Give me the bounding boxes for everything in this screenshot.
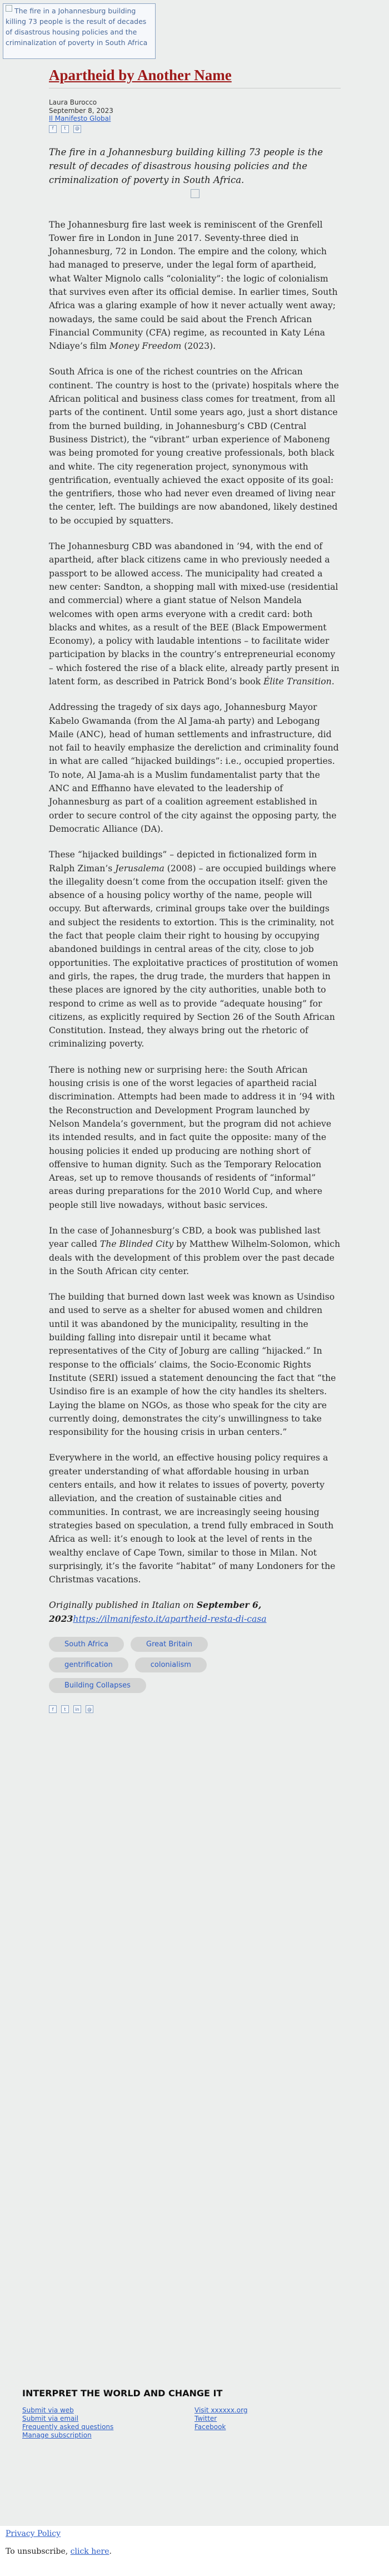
footer-right-links — [194, 2406, 367, 2440]
email-share-icon[interactable]: @ — [73, 125, 81, 133]
twitter-icon[interactable]: t — [61, 125, 69, 133]
broken-image-icon — [6, 5, 12, 12]
article-meta — [49, 98, 341, 133]
visit-site-link[interactable]: Visit xxxxxx.org — [194, 2406, 248, 2414]
hero-image-alt: The fire in a Johannesburg building killing 73 people is the result of decades of disastrous housing policies and the criminalization of poverty in South Africa — [6, 7, 148, 47]
paragraph-text: The Johannesburg fire last week is reminiscent of the Grenfell Tower fire in London in June 2017. Seventy-three died in Johannesburg, 72 in London. The empire and the colony, which had managed to preserve, under the legal form of apartheid, what Walter Mignolo calls “coloniality”: the logic of colonialism that survives even after its official demise. In earlier times, South Africa was a glaring example of how it never actually went away; nowadays, the same could be said about the French African Financial Community (CFA) regime, as recounted in Katy Léna Ndiaye’s film — [49, 219, 338, 352]
footer — [22, 2388, 367, 2440]
unsub-suffix: . — [109, 2547, 112, 2556]
submit-email-link[interactable]: Submit via email — [22, 2415, 79, 2422]
facebook-link[interactable]: Facebook — [194, 2423, 226, 2431]
paragraph-text: by Matthew Wilhelm-Solomon, which deals with the development of this problem over the past decade in the South African city center. — [49, 1239, 341, 1276]
article-title[interactable]: Apartheid by Another Name — [49, 67, 232, 83]
footer-left-links — [22, 2406, 194, 2440]
tag-gentrification[interactable]: gentrification — [49, 1657, 128, 1672]
orig-date: September 6, 2023 — [49, 1600, 262, 1624]
article-body — [49, 218, 341, 1587]
lead-text: The fire in a Johannesburg building killing 73 people is the result of decades of disastrous housing policies and the criminalization of poverty in South Africa. — [49, 146, 323, 185]
paragraph-text: In the case of Johannesburg’s CBD, a book was published last year called — [49, 1225, 321, 1250]
date: September 8, 2023 — [49, 106, 113, 115]
paragraph-text: Addressing the tragedy of six days ago, Johannesburg Mayor Kabelo Gwamanda (from the Al Jama-ah party) and Lebogang Maile (ANC), head of human settlements and infrastructure, did not fail to heavily emphasize the dereliction and criminality found in what are called “hijacked buildings”: i.e., occupied properties. To note, Al Jama-ah is a Muslim fundamentalist party that the ANC and Effhanno have elevated to the leadership of Johannesburg as part of a coalition agreement established in order to secure control of the city against the opposing party, the Democratic Alliance (DA). — [49, 702, 339, 834]
share-icons — [49, 1705, 341, 1713]
lead-paragraph — [49, 145, 341, 198]
facebook-share-icon[interactable]: f — [49, 1705, 57, 1713]
paragraph-text: The Johannesburg CBD was abandoned in ’94, with the end of apartheid, after black citizens came in who previously needed a passport to be allowed access. The municipality had created a new center: Sandton, a shopping mall with mixed-use (residential and commercial) where a giant statue of Nelson Mandela welcomes with open arms everyone with a credit card: both blacks and whites, as a result of the BEE (Black Empowerment Economy), a policy with laudable intentions – to facilitate wider participation by blacks in the country’s entrepreneurial economy – which fostered the rise of a black elite, already partly present in latent form, as described in Patrick Bond’s book — [49, 541, 340, 687]
footer-heading: INTERPRET THE WORLD AND CHANGE IT — [22, 2388, 223, 2399]
facebook-icon[interactable]: f — [49, 125, 57, 133]
social-icons — [49, 125, 341, 133]
source-link[interactable]: Il Manifesto Global — [49, 115, 111, 122]
orig-prefix: Originally published in Italian on — [49, 1600, 197, 1611]
body-paragraph — [49, 848, 341, 1050]
unsub-prefix: To unsubscribe, — [6, 2547, 71, 2556]
body-paragraph — [49, 365, 341, 527]
body-paragraph — [49, 540, 341, 688]
paragraph-text: South Africa is one of the richest countries on the African continent. The country is host to the (private) hospitals where the African political and business class comes for treatment, from all parts of the continent. Until some years ago, just a short distance from the burned building, in Johannesburg’s CBD (Central Business District), the “vibrant” urban experience of Maboneng was being promoted for young creative professionals, both black and white. The city regeneration project, synonymous with gentrification, eventually achieved the exact opposite of its goal: the gentrifiers, those who had never even dreamed of living near the center, left. The buildings are now abandoned, likely destined to be occupied by squatters. — [49, 367, 339, 526]
paragraph-text: The building that burned down last week was known as Usindiso and used to serve as a shelter for abused women and children until it was abandoned by the municipality, resulting in the building falling into disrepair until it became what representatives of the City of Joburg are calling “hijacked.” In response to the officials’ claims, the Socio-Economic Rights Institute (SERI) issued a statement denouncing the fact that “the Usindiso fire is an example of how the city handles its shelters. Laying the blame on NGOs, as those who speak for the city are currently doing, demonstrates the city’s unwillingness to take responsibility for the housing crisis in urban centers.” — [49, 1292, 336, 1438]
body-paragraph — [49, 1063, 341, 1212]
paragraph-text: . — [331, 677, 335, 687]
email-share-icon-2[interactable]: @ — [86, 1705, 93, 1713]
italic-title: The Blinded City — [99, 1239, 174, 1250]
unsubscribe-link[interactable]: click here — [70, 2547, 109, 2556]
lead-image-icon — [191, 189, 200, 198]
italic-title: Money Freedom — [109, 341, 182, 352]
body-paragraph — [49, 1224, 341, 1278]
body-paragraph — [49, 1290, 341, 1439]
paragraph-text: (2023). — [181, 341, 216, 352]
paragraph-text: (2008) – are occupied buildings where the illegality doesn’t come from the occupation itself: given the absence of a housing policy worthy of the name, people will occupy. But afterwards, criminal groups take over the buildings and subject the residents to extortion. This is the criminality, not the fact that people claim their right to housing by occupying abandoned buildings in central areas of the city, close to job opportunities. The exploitative practices of prostitution of women and girls, the rapes, the drug trade, the murders that happen in these places are ignored by the city authorities, unable both to respond to crime as well as to provide “adequate housing” for citizens, as explicitly required by Section 26 of the South African Constitution. Instead, they always bring out the rhetoric of criminalizing poverty. — [49, 863, 338, 1049]
submit-web-link[interactable]: Submit via web — [22, 2406, 74, 2414]
orig-link[interactable]: https://ilmanifesto.it/apartheid-resta-di-casa — [73, 1613, 267, 1624]
manage-subscription-link[interactable]: Manage subscription — [22, 2431, 92, 2439]
tag-great-britain[interactable]: Great Britain — [131, 1637, 208, 1652]
unsubscribe-line — [6, 2547, 112, 2556]
linkedin-share-icon[interactable]: in — [73, 1705, 81, 1713]
tag-colonialism[interactable]: colonialism — [135, 1657, 207, 1672]
tag-list — [49, 1637, 282, 1693]
privacy-policy-link[interactable]: Privacy Policy — [6, 2529, 61, 2538]
body-paragraph — [49, 218, 341, 353]
tag-south-africa[interactable]: South Africa — [49, 1637, 124, 1652]
italic-title: Élite Transition — [263, 677, 332, 687]
author: Laura Burocco — [49, 98, 97, 106]
paragraph-text: Everywhere in the world, an effective housing policy requires a greater understanding of what affordable housing in urban centers entails, and how it relates to issues of poverty, poverty alleviation, and the creation of sustainable cities and communities. In contrast, we are increasingly seeing housing strategies based on speculation, a trend fully embraced in South Africa as well: it’s enough to look at the level of rents in the wealthy enclave of Cape Town, similar to those in Milan. Not surprisingly, it’s the favorite “habitat” of many Londoners for the Christmas vacations. — [49, 1453, 336, 1585]
body-paragraph — [49, 700, 341, 836]
original-publication — [49, 1598, 341, 1626]
italic-title: Jerusalema — [115, 863, 164, 874]
bottom-links — [6, 2529, 112, 2556]
tag-building-collapses[interactable]: Building Collapses — [49, 1678, 146, 1693]
hero-image[interactable] — [3, 3, 156, 59]
paragraph-text: There is nothing new or surprising here: the South African housing crisis is one of the worst legacies of apartheid racial discrimination. Attempts had been made to address it in ’94 with the Reconstruction and Development Program launched by Nelson Mandela’s government, but the program did not achieve its intended results, and in fact quite the opposite: many of the housing policies it ended up producing are nothing short of offensive to human dignity. Such as the Temporary Relocation Areas, set up to remove thousands of residents of “informal” areas during preparations for the 2010 World Cup, and where people still live nowadays, without basic services. — [49, 1064, 335, 1210]
twitter-link[interactable]: Twitter — [194, 2415, 217, 2422]
twitter-share-icon[interactable]: t — [61, 1705, 69, 1713]
paragraph-text: These “hijacked buildings” – depicted in fictionalized form in Ralph Ziman’s — [49, 850, 317, 874]
article — [49, 66, 341, 1713]
faq-link[interactable]: Frequently asked questions — [22, 2423, 114, 2431]
body-paragraph — [49, 1451, 341, 1586]
